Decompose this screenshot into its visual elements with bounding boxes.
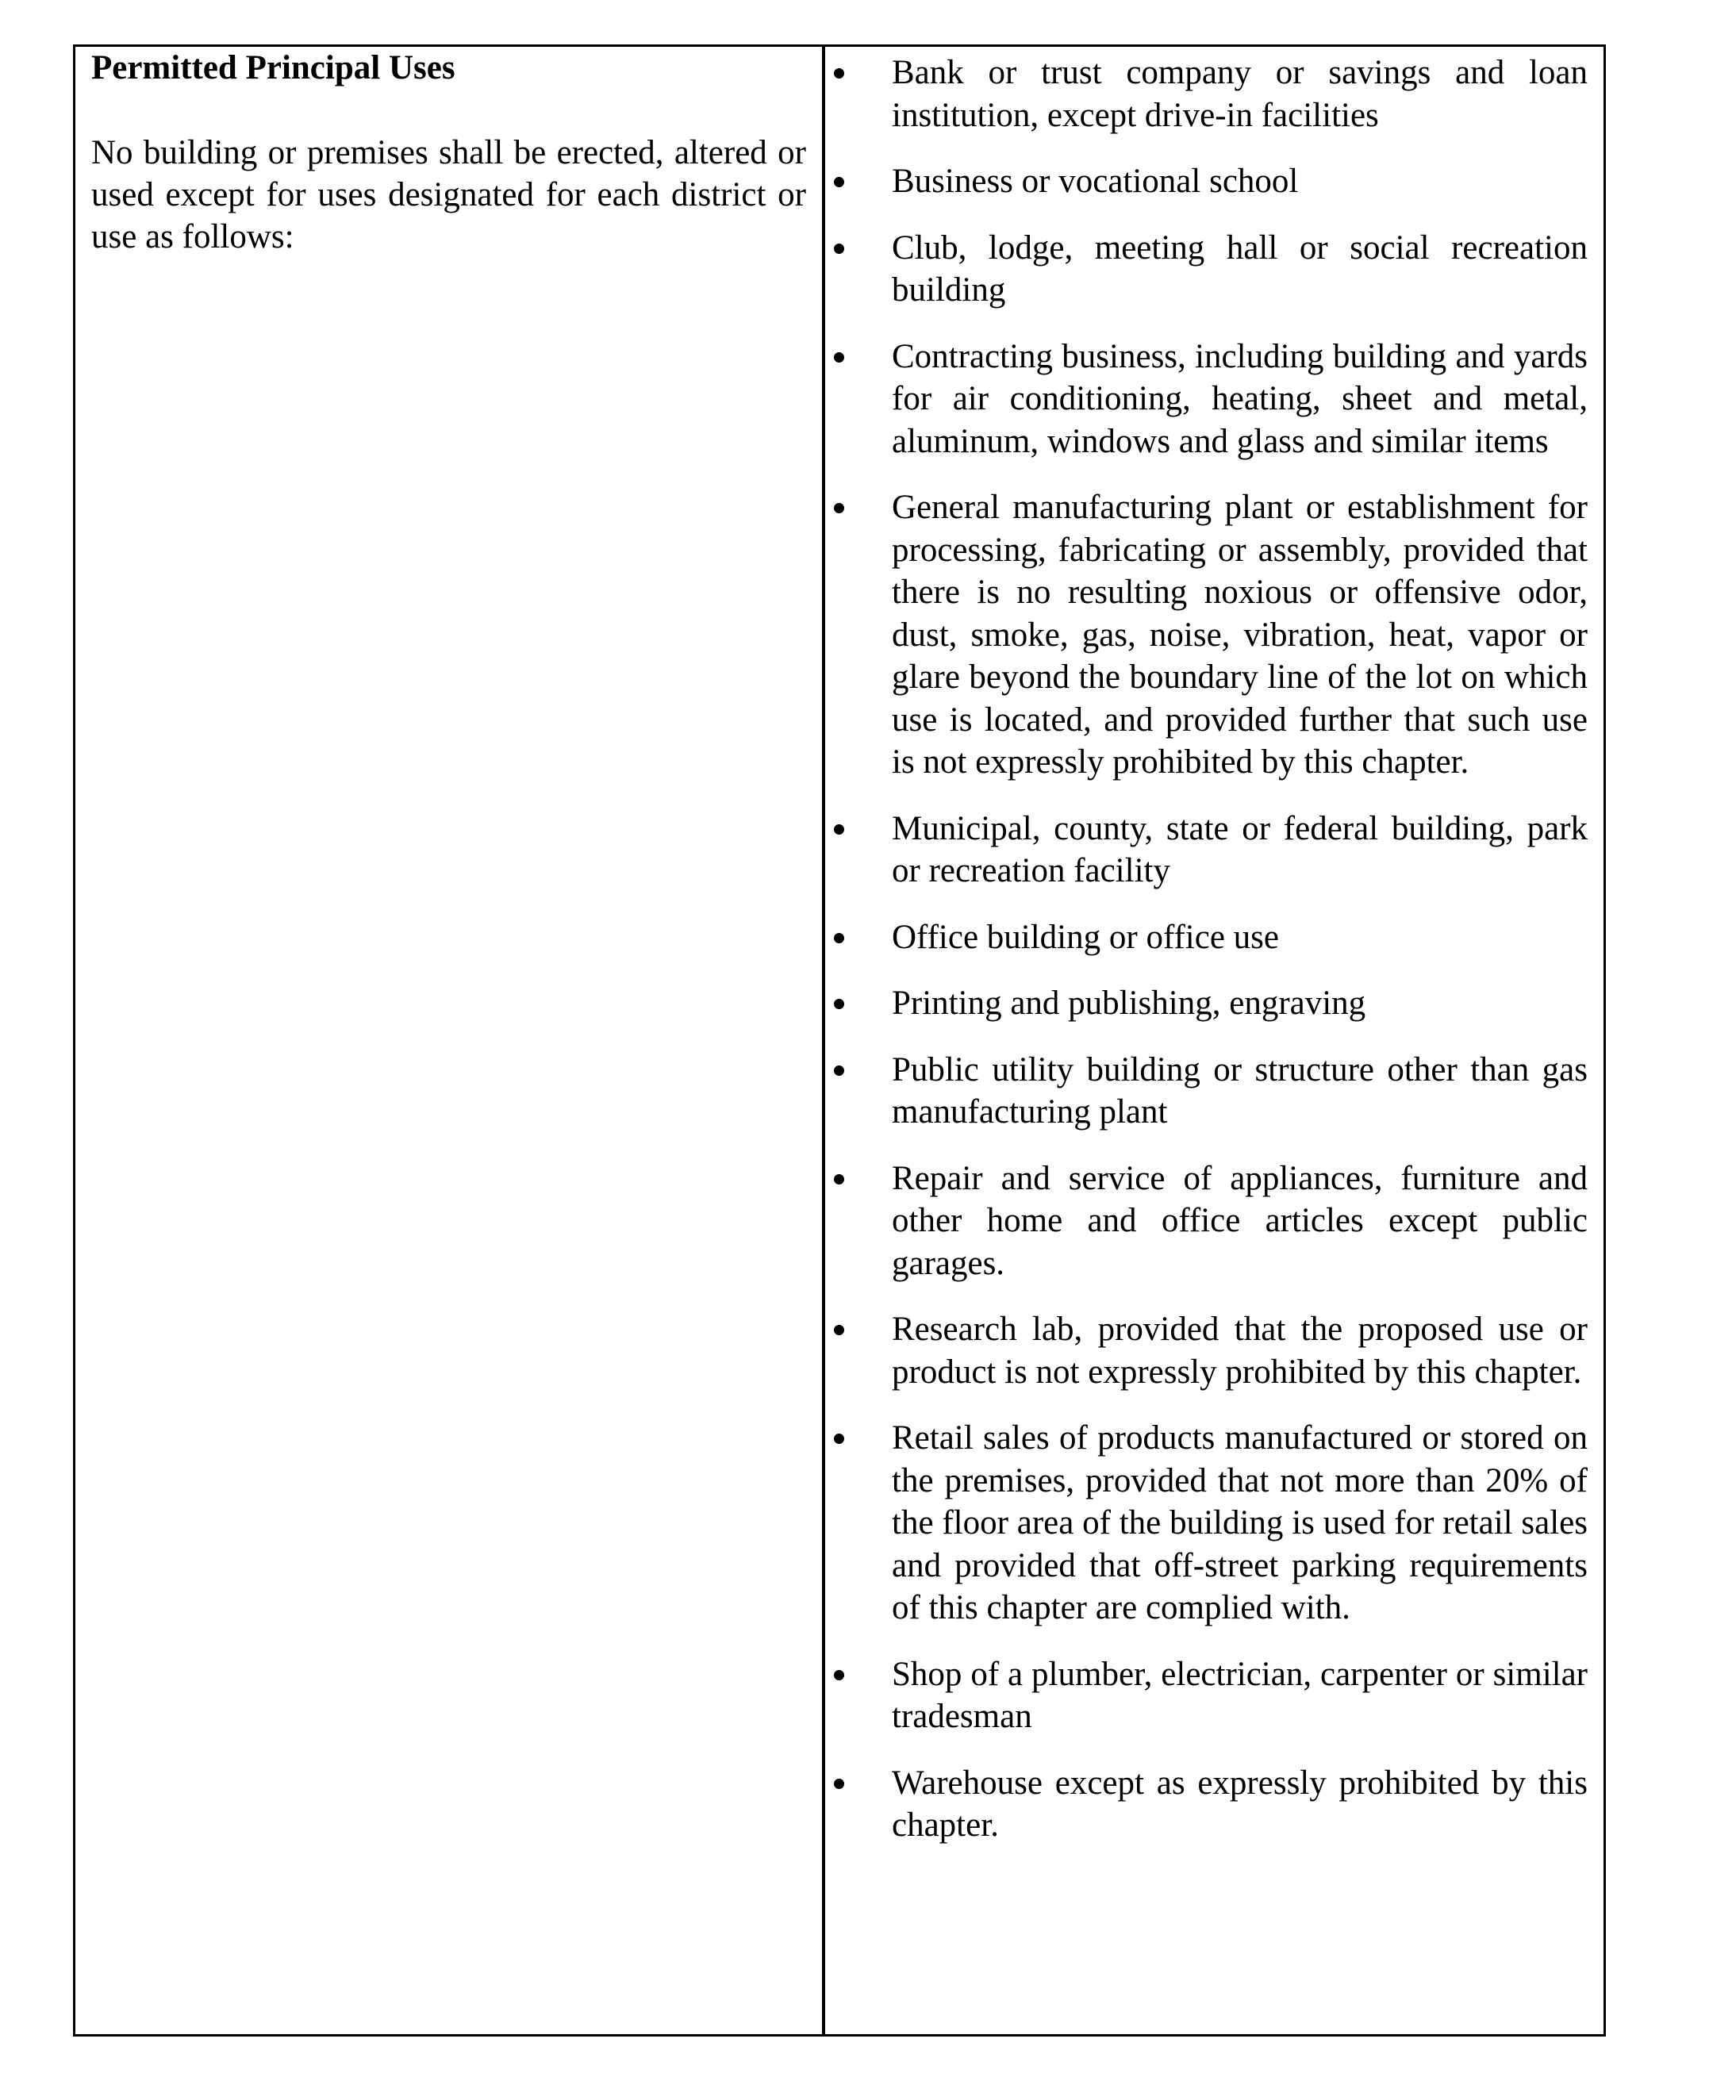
bullet-icon [834, 1434, 844, 1444]
list-item [825, 1417, 1588, 1630]
list-item [825, 160, 1588, 203]
section-heading: Permitted Principal Uses [91, 49, 455, 86]
bullet-icon [834, 503, 844, 513]
use-text: Club, lodge, meeting hall or social recreation building [892, 228, 1588, 309]
use-text: General manufacturing plant or establishment for processing, fabricating or assembly, provided that there is no resulting noxious or offensive odor, dust, smoke, gas, noise, vibration, heat, vapor or glare beyond the boundary line of the lot on which use is located, and provided further that such use is not expressly prohibited by this chapter. [892, 489, 1588, 781]
list-item [825, 336, 1588, 463]
list-item [825, 916, 1588, 959]
permitted-uses-table [73, 44, 1606, 2037]
left-column [75, 47, 825, 2034]
bullet-icon [834, 1174, 844, 1184]
right-column [825, 47, 1603, 2034]
use-text: Bank or trust company or savings and loan institution, except drive-in facilities [892, 54, 1588, 134]
use-text: Printing and publishing, engraving [892, 985, 1366, 1022]
bullet-icon [834, 1779, 844, 1789]
bullet-icon [834, 1325, 844, 1335]
bullet-icon [834, 352, 844, 363]
list-item [825, 52, 1588, 136]
use-text: Office building or office use [892, 918, 1279, 956]
list-item [825, 227, 1588, 312]
bullet-icon [834, 824, 844, 835]
list-item [825, 982, 1588, 1025]
use-text: Shop of a plumber, electrician, carpenter or similar tradesman [892, 1655, 1588, 1735]
list-item [825, 1762, 1588, 1847]
use-text: Contracting business, including building and yards for air conditioning, heating, sheet and metal, aluminum, windows and glass and similar items [892, 337, 1588, 460]
bullet-icon [834, 1065, 844, 1076]
use-text: Research lab, provided that the proposed use or product is not expressly prohibited by this chapter. [892, 1311, 1588, 1391]
list-item [825, 808, 1588, 893]
list-item [825, 486, 1588, 784]
use-text: Public utility building or structure other than gas manufacturing plant [892, 1050, 1588, 1131]
intro-paragraph: No building or premises shall be erected, altered or used except for uses designated for each district or use as follows: [91, 134, 806, 255]
bullet-icon [834, 1670, 844, 1680]
bullet-icon [834, 933, 844, 943]
use-text: Repair and service of appliances, furniture and other home and office articles except public garages. [892, 1159, 1588, 1282]
use-text: Business or vocational school [892, 163, 1299, 200]
bullet-icon [834, 244, 844, 254]
bullet-icon [834, 68, 844, 79]
use-text: Municipal, county, state or federal building, park or recreation facility [892, 809, 1588, 889]
use-text: Retail sales of products manufactured or stored on the premises, provided that not more than 20% of the floor area of the building is used for retail sales and provided that off-street parking requirements of this chapter are complied with. [892, 1419, 1588, 1626]
bullet-icon [834, 999, 844, 1009]
uses-list [825, 52, 1588, 1847]
bullet-icon [834, 177, 844, 187]
use-text: Warehouse except as expressly prohibited by this chapter. [892, 1764, 1588, 1844]
list-item [825, 1049, 1588, 1134]
list-item [825, 1653, 1588, 1738]
list-item [825, 1308, 1588, 1393]
list-item [825, 1157, 1588, 1285]
